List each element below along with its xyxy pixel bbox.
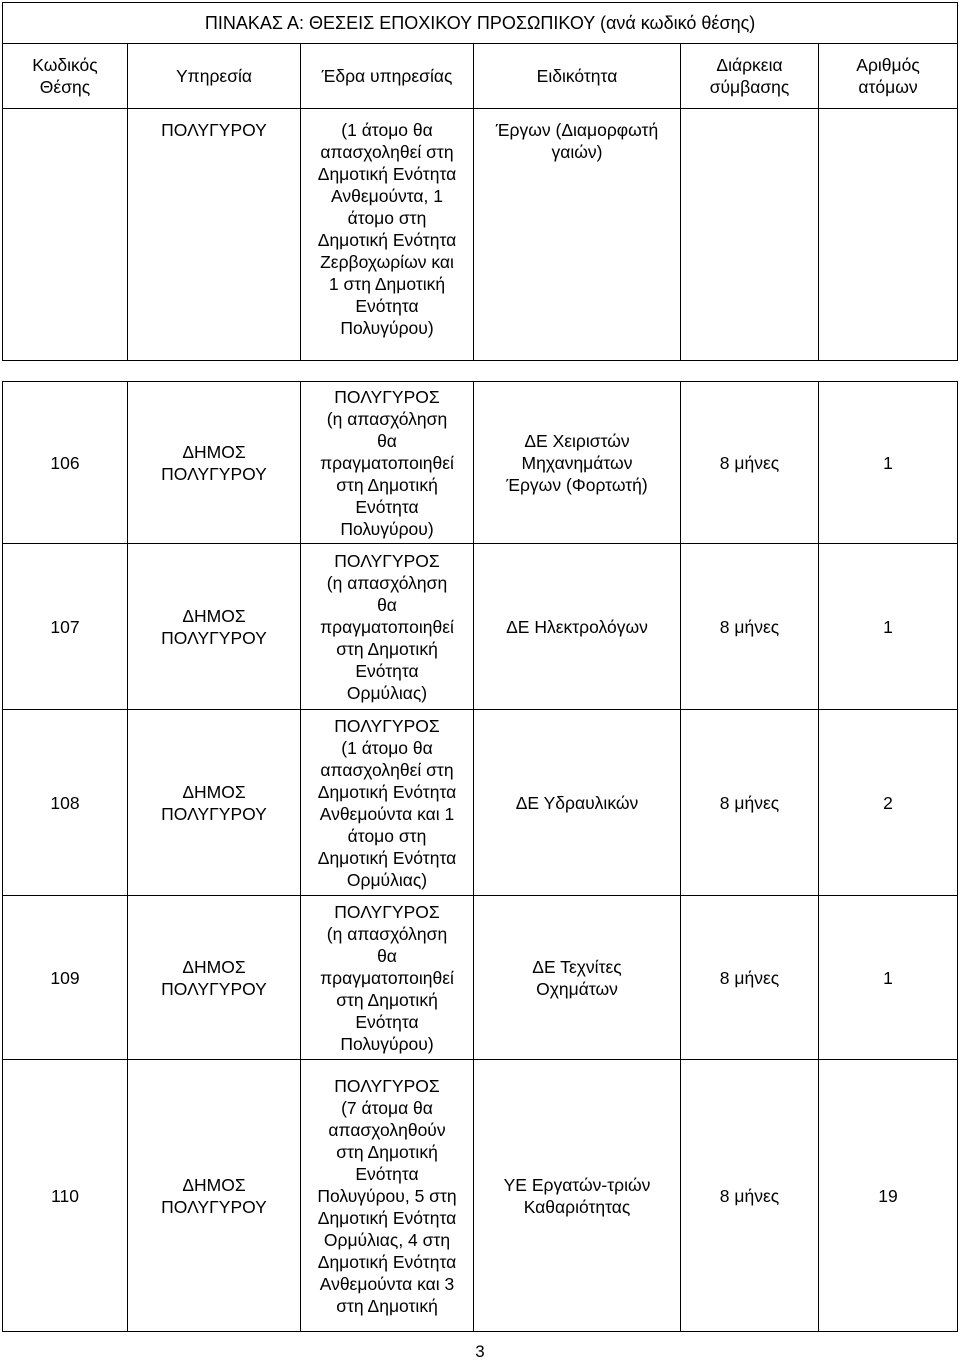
table-row [3, 382, 958, 544]
cell-service: ΔΗΜΟΣ ΠΟΛΥΓΥΡΟΥ [128, 382, 301, 544]
cell-code: 110 [3, 1060, 128, 1332]
cell-duration: 8 μήνες [681, 382, 819, 544]
table-row [3, 544, 958, 710]
table-title: ΠΙΝΑΚΑΣ Α: ΘΕΣΕΙΣ ΕΠΟΧΙΚΟΥ ΠΡΟΣΩΠΙΚΟΥ (ανά κωδικό θέσης) [3, 3, 958, 44]
page-number: 3 [475, 1342, 485, 1361]
cell-count: 1 [819, 896, 958, 1060]
cell-duration: 8 μήνες [681, 544, 819, 710]
header-specialty: Ειδικότητα [474, 44, 681, 109]
cell-count: 19 [819, 1060, 958, 1332]
cell-specialty: ΔΕ Ηλεκτρολόγων [474, 544, 681, 710]
cell-specialty: ΔΕ Χειριστών Μηχανημάτων Έργων (Φορτωτή) [474, 382, 681, 544]
cell-duration: 8 μήνες [681, 710, 819, 896]
cell-service: ΔΗΜΟΣ ΠΟΛΥΓΥΡΟΥ [128, 710, 301, 896]
cell-specialty: Έργων (Διαμορφωτή γαιών) [474, 109, 681, 361]
positions-table-container [2, 2, 957, 1332]
cell-duration: 8 μήνες [681, 896, 819, 1060]
header-duration: Διάρκεια σύμβασης [681, 44, 819, 109]
header-code: Κωδικός Θέσης [3, 44, 128, 109]
header-count: Αριθμός ατόμων [819, 44, 958, 109]
cell-count [819, 109, 958, 361]
cell-seat: ΠΟΛΥΓΥΡΟΣ (1 άτομο θα απασχοληθεί στη Δημοτική Ενότητα Ανθεμούντα και 1 άτομο στη Δημοτική Ενότητα Ορμύλιας) [301, 710, 474, 896]
cell-seat: ΠΟΛΥΓΥΡΟΣ (η απασχόληση θα πραγματοποιηθεί στη Δημοτική Ενότητα Πολυγύρου) [301, 382, 474, 544]
cell-specialty: ΥΕ Εργατών-τριών Καθαριότητας [474, 1060, 681, 1332]
cell-specialty: ΔΕ Υδραυλικών [474, 710, 681, 896]
cell-duration: 8 μήνες [681, 1060, 819, 1332]
cell-code [3, 109, 128, 361]
cell-service: ΔΗΜΟΣ ΠΟΛΥΓΥΡΟΥ [128, 896, 301, 1060]
header-service: Υπηρεσία [128, 44, 301, 109]
table-row [3, 896, 958, 1060]
cell-service: ΠΟΛΥΓΥΡΟΥ [128, 109, 301, 361]
cell-service: ΔΗΜΟΣ ΠΟΛΥΓΥΡΟΥ [128, 1060, 301, 1332]
table-row [3, 710, 958, 896]
cell-seat: (1 άτομο θα απασχοληθεί στη Δημοτική Ενότητα Ανθεμούντα, 1 άτομο στη Δημοτική Ενότητα Ζερβοχωρίων και 1 στη Δημοτική Ενότητα Πολυγύρου) [301, 109, 474, 361]
cell-count: 1 [819, 544, 958, 710]
cell-specialty: ΔΕ Τεχνίτες Οχημάτων [474, 896, 681, 1060]
cell-count: 1 [819, 382, 958, 544]
cell-code: 106 [3, 382, 128, 544]
cell-seat: ΠΟΛΥΓΥΡΟΣ (7 άτομα θα απασχοληθούν στη Δημοτική Ενότητα Πολυγύρου, 5 στη Δημοτική Ενότητα Ορμύλιας, 4 στη Δημοτική Ενότητα Ανθεμούντα και 3 στη Δημοτική [301, 1060, 474, 1332]
table-title-row [3, 3, 958, 44]
table-header-row [3, 44, 958, 109]
cell-code: 107 [3, 544, 128, 710]
cell-duration [681, 109, 819, 361]
cell-code: 108 [3, 710, 128, 896]
cell-code: 109 [3, 896, 128, 1060]
header-seat: Έδρα υπηρεσίας [301, 44, 474, 109]
cell-service: ΔΗΜΟΣ ΠΟΛΥΓΥΡΟΥ [128, 544, 301, 710]
cell-seat: ΠΟΛΥΓΥΡΟΣ (η απασχόληση θα πραγματοποιηθεί στη Δημοτική Ενότητα Ορμύλιας) [301, 544, 474, 710]
table-row-continuation [3, 109, 958, 361]
table-gap-row [3, 361, 958, 382]
positions-table [2, 2, 958, 1332]
cell-count: 2 [819, 710, 958, 896]
table-row [3, 1060, 958, 1332]
cell-seat: ΠΟΛΥΓΥΡΟΣ (η απασχόληση θα πραγματοποιηθεί στη Δημοτική Ενότητα Πολυγύρου) [301, 896, 474, 1060]
